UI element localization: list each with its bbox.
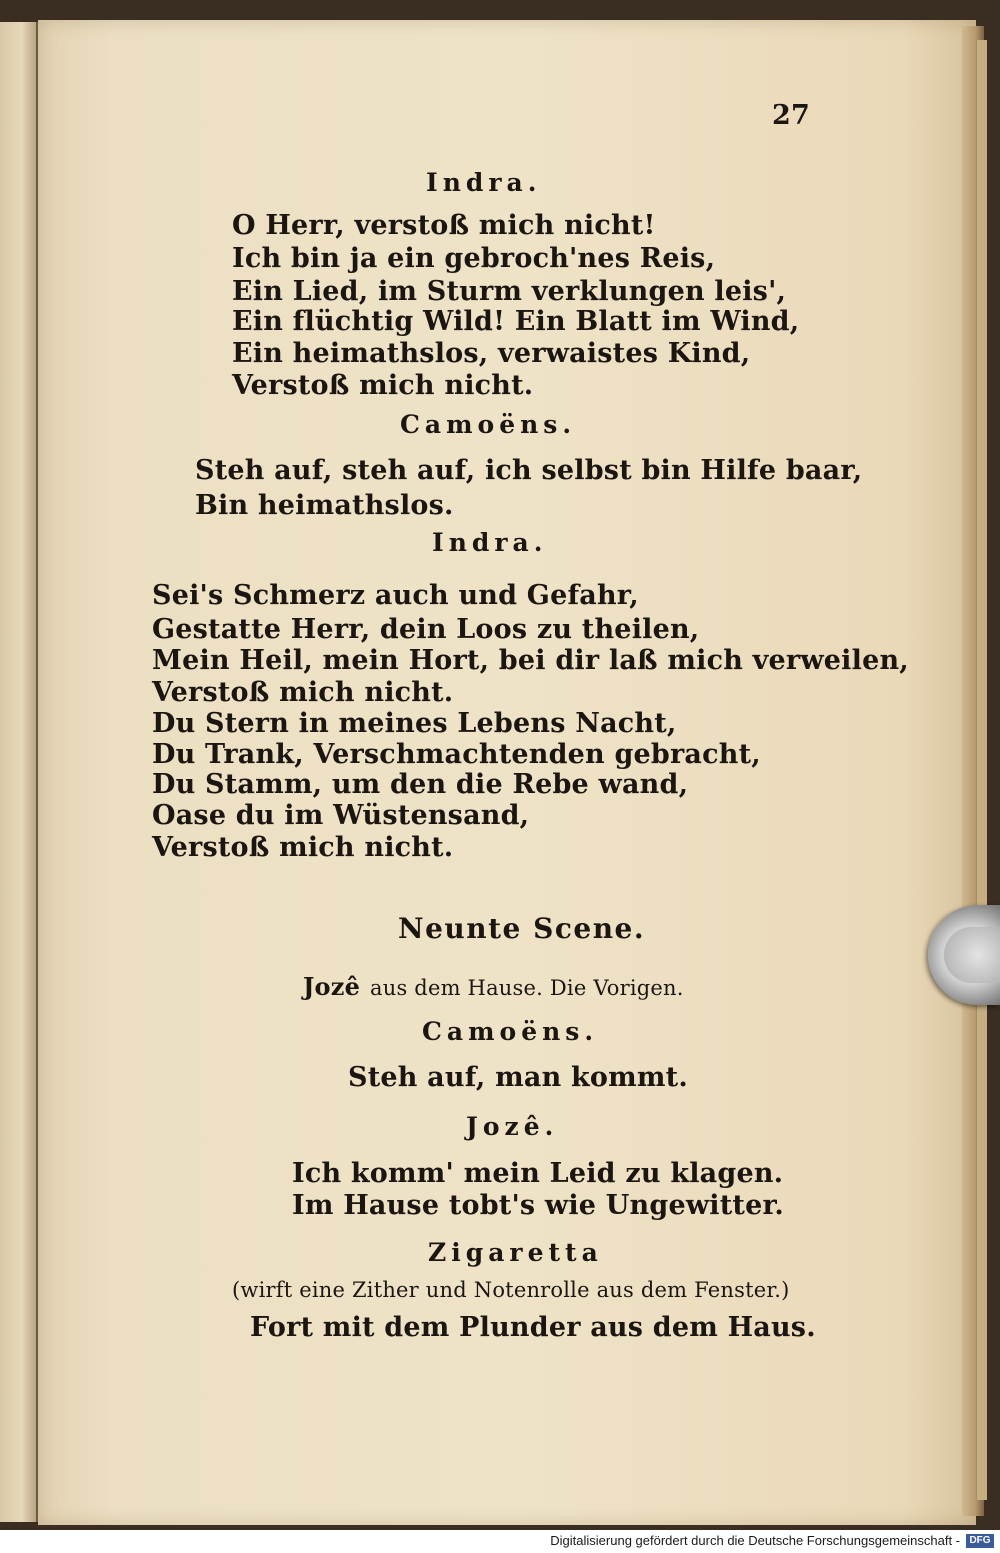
speaker-indra: Indra.	[432, 528, 548, 557]
verse-line: O Herr, verstoß mich nicht!	[232, 210, 656, 241]
footer-credit: Digitalisierung gefördert durch die Deutsche Forschungsgemeinschaft -	[550, 1533, 960, 1548]
verse-line: Im Hause tobt's wie Ungewitter.	[292, 1190, 784, 1221]
speaker-camoens: Camoëns.	[422, 1017, 599, 1046]
page-number: 27	[772, 100, 810, 131]
stage-direction: aus dem Hause. Die Vorigen.	[370, 976, 684, 1000]
verse-line: Oase du im Wüstensand,	[152, 800, 530, 831]
verse-line: Bin heimathslos.	[195, 490, 454, 521]
page-stack-edge-inner	[976, 40, 987, 1500]
verse-line: Verstoß mich nicht.	[232, 370, 534, 401]
verse-line: Steh auf, steh auf, ich selbst bin Hilfe baar,	[195, 455, 863, 486]
verse-line: Gestatte Herr, dein Loos zu theilen,	[152, 614, 700, 645]
verse-line: Du Stamm, um den die Rebe wand,	[152, 769, 689, 800]
verse-line: Verstoß mich nicht.	[152, 677, 454, 708]
verse-line: Ein heimathslos, verwaistes Kind,	[232, 338, 751, 369]
verse-line: Ich komm' mein Leid zu klagen.	[292, 1158, 784, 1189]
digitization-footer	[0, 1530, 1000, 1553]
verse-line: Ich bin ja ein gebroch'nes Reis,	[232, 243, 716, 274]
stage-direction: (wirft eine Zither und Notenrolle aus dem Fenster.)	[232, 1278, 790, 1302]
speaker-zigaretta: Zigaretta	[428, 1238, 603, 1267]
verse-line: Ein flüchtig Wild! Ein Blatt im Wind,	[232, 306, 800, 337]
verse-line: Fort mit dem Plunder aus dem Haus.	[250, 1312, 816, 1343]
verse-line: Steh auf, man kommt.	[348, 1062, 688, 1093]
verse-line: Mein Heil, mein Hort, bei dir laß mich verweilen,	[152, 645, 909, 676]
left-page-edge	[0, 22, 38, 1522]
dfg-logo: DFG	[966, 1534, 994, 1548]
scene-heading: Neunte Scene.	[398, 912, 646, 945]
verse-line: Du Trank, Verschmachtenden gebracht,	[152, 739, 761, 770]
verse-line: Du Stern in meines Lebens Nacht,	[152, 708, 677, 739]
verse-line: Sei's Schmerz auch und Gefahr,	[152, 580, 639, 611]
speaker-camoens: Camoëns.	[400, 410, 577, 439]
speaker-joze: Jozê.	[466, 1112, 559, 1141]
speaker-indra: Indra.	[426, 168, 542, 197]
verse-line: Ein Lied, im Sturm verklungen leis',	[232, 276, 787, 307]
stage-direction-name: Jozê	[303, 972, 361, 1001]
verse-line: Verstoß mich nicht.	[152, 832, 454, 863]
